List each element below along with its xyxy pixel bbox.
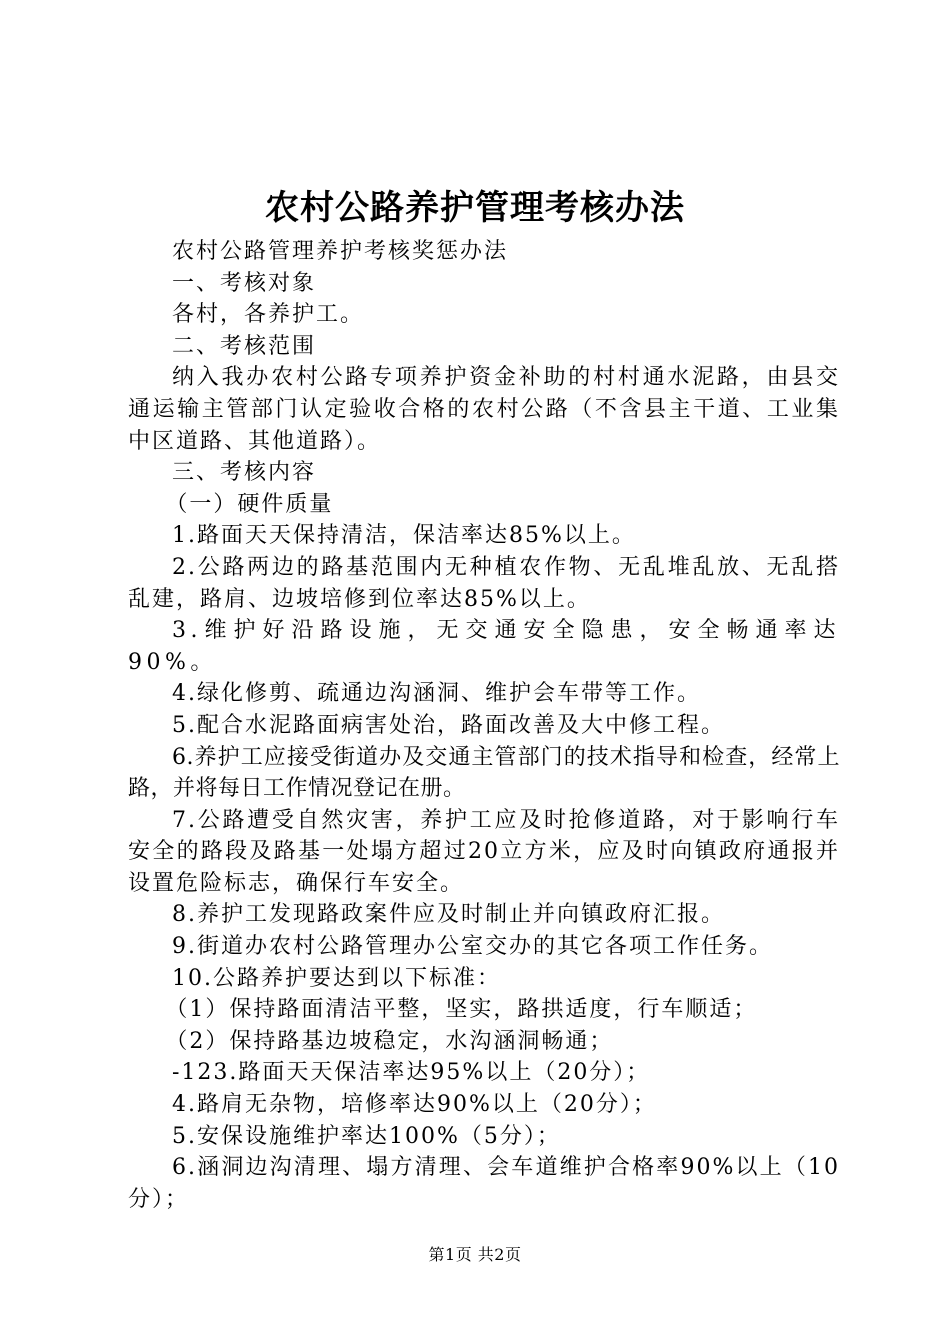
paragraph-subtitle: 农村公路管理养护考核奖惩办法 [172, 239, 509, 264]
document-body [128, 236, 840, 1215]
list-item: 4.绿化修剪、疏通边沟涵洞、维护会车带等工作。 [172, 681, 701, 707]
paragraph-assessment-object: 各村，各养护工。 [172, 302, 365, 328]
list-item: 1.路面天天保持清洁，保洁率达85%以上。 [172, 523, 636, 549]
scoring-item: 5.安保设施维护率达100%（5分）； [172, 1123, 561, 1149]
standard-item: （2）保持路基边坡稳定，水沟涵洞畅通； [165, 1028, 614, 1054]
paragraph-assessment-scope: 纳入我办农村公路专项养护资金补助的村村通水泥路，由县交通运输主管部门认定验收合格的农村公路（不含县主干道、工业集中区道路、其他道路）。 [128, 365, 840, 454]
page-indicator: 第1页 共2页 [428, 1245, 522, 1264]
standard-item: （1）保持路面清洁平整，坚实，路拱适度，行车顺适； [165, 997, 758, 1023]
list-item: 9.街道办农村公路管理办公室交办的其它各项工作任务。 [172, 934, 773, 960]
list-item: 6.养护工应接受街道办及交通主管部门的技术指导和检查，经常上路，并将每日工作情况登记在册。 [128, 744, 840, 802]
list-item: 3.维护好沿路设施，无交通安全隐患，安全畅通率达90%。 [128, 618, 840, 675]
list-item: 10.公路养护要达到以下标准： [172, 965, 501, 991]
section-heading-assessment-object: 一、考核对象 [172, 270, 317, 296]
list-item: 8.养护工发现路政案件应及时制止并向镇政府汇报。 [172, 902, 725, 928]
list-item: 7.公路遭受自然灾害，养护工应及时抢修道路，对于影响行车安全的路段及路基一处塌方超过20立方米，应及时向镇政府通报并设置危险标志，确保行车安全。 [128, 807, 840, 896]
section-heading-assessment-content: 三、考核内容 [172, 460, 317, 486]
subsection-heading-hardware-quality: （一）硬件质量 [165, 491, 334, 517]
scoring-item: -123.路面天天保洁率达95%以上（20分）； [172, 1060, 651, 1086]
scoring-item: 4.路肩无杂物，培修率达90%以上（20分）； [172, 1092, 657, 1118]
document-title: 农村公路养护管理考核办法 [265, 188, 685, 228]
scoring-item: 6.涵洞边沟清理、塌方清理、会车道维护合格率90%以上（10分）； [128, 1155, 840, 1212]
list-item: 5.配合水泥路面病害处治，路面改善及大中修工程。 [172, 712, 725, 738]
list-item: 2.公路两边的路基范围内无种植农作物、无乱堆乱放、无乱搭乱建，路肩、边坡培修到位率达85%以上。 [128, 554, 840, 612]
section-heading-assessment-scope: 二、考核范围 [172, 333, 317, 359]
